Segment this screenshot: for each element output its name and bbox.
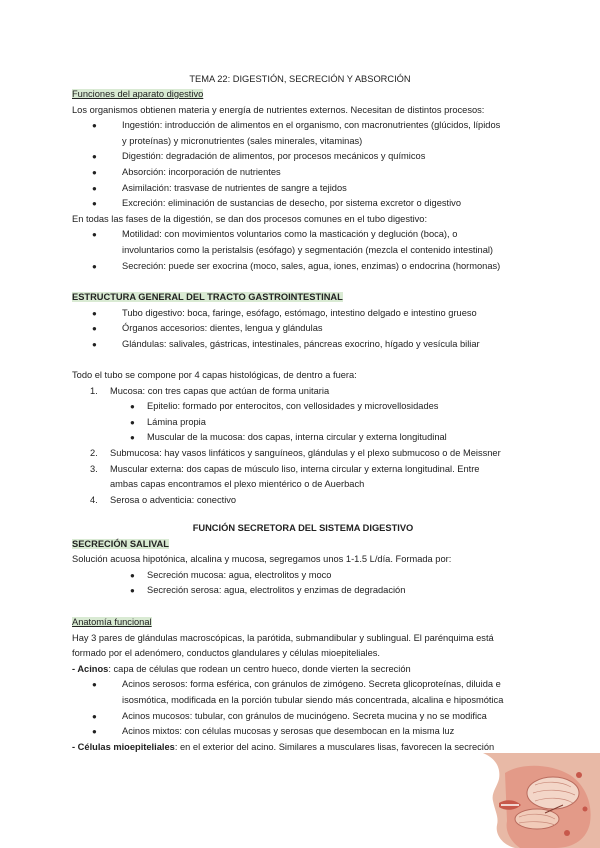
- list-item-text: ● Excreción: eliminación de sustancias de desecho, por sistema excretor o digestivo: [122, 198, 461, 209]
- list-item: [72, 118, 534, 149]
- list-item-text: ● Secreción: puede ser exocrina (moco, sales, agua, iones, enzimas) o endocrina (hormonas): [122, 260, 501, 271]
- list-item-text: ● Ingestión: introducción de alimentos en el organismo, con macronutrientes (glúcidos, lípidos: [122, 120, 501, 131]
- list-item: [72, 583, 534, 599]
- list-item-text: ● Lámina propia: [147, 416, 206, 427]
- list-item: [72, 306, 534, 322]
- list-item: [72, 165, 534, 181]
- list-item: [72, 149, 534, 165]
- section-funciones: [72, 87, 534, 274]
- section-estructura: [72, 290, 534, 352]
- definition-text: : en el exterior del acino. Similares a musculares lisas, favorecen la secreción: [174, 741, 495, 752]
- list-item-text: ● Órganos accesorios: dientes, lengua y glándulas: [122, 323, 323, 334]
- list-item: [72, 568, 534, 584]
- subsection-heading-salival: SECRECIÓN SALIVAL: [72, 538, 169, 549]
- list-item-text: involuntarios como la peristalsis (esófago) y segmentación (mezcla el contenido intestinal): [122, 244, 494, 255]
- paragraph: Hay 3 pares de glándulas macroscópicas, la parótida, submandibular y sublingual. El parénquima está: [72, 632, 494, 643]
- list-item: [72, 384, 534, 446]
- list-item-text: ● Acinos mixtos: con células mucosas y serosas que desembocan en la misma luz: [122, 726, 455, 737]
- list-item: [72, 321, 534, 337]
- section-capas: [72, 368, 534, 508]
- list-item: [72, 446, 534, 462]
- paragraph: formado por el adenómero, conductos glandulares y células mioepiteliales.: [72, 648, 381, 659]
- list-item: [72, 415, 534, 431]
- list-item-text: ● Tubo digestivo: boca, faringe, esófago, estómago, intestino delgado e intestino grueso: [122, 307, 477, 318]
- list-item-text: ● Acinos mucosos: tubular, con gránulos de mucinógeno. Secreta mucina y no se modifica: [122, 710, 487, 721]
- list-item-text: ● Muscular de la mucosa: dos capas, interna circular y externa longitudinal: [147, 432, 447, 443]
- list-item-text: ● Secreción mucosa: agua, electrolitos y moco: [147, 569, 332, 580]
- list-item-text: Submucosa: hay vasos linfáticos y sanguíneos, glándulas y el plexo submucoso o de Meissner: [110, 447, 501, 458]
- face-profile-image: [475, 753, 600, 848]
- list-item: [72, 709, 534, 725]
- section-heading-funciones: Funciones del aparato digestivo: [72, 89, 204, 99]
- list-number: 2.: [90, 447, 98, 458]
- bullet-list: [72, 306, 534, 353]
- list-item-text: ● Acinos serosos: forma esférica, con gránulos de zimógeno. Secreta glicoproteínas, diluida e: [122, 679, 501, 690]
- term-acinos: - Acinos: [72, 663, 109, 674]
- list-item-text: ● Secreción serosa: agua, electrolitos y enzimas de degradación: [147, 585, 406, 596]
- page-title: TEMA 22: DIGESTIÓN, SECRECIÓN Y ABSORCIÓN: [189, 74, 411, 84]
- numbered-list: [72, 384, 534, 509]
- bullet-list: [72, 118, 534, 212]
- list-item-text: ● Glándulas: salivales, gástricas, intestinales, páncreas exocrino, hígado y vesícula biliar: [122, 338, 480, 349]
- paragraph: En todas las fases de la digestión, se dan dos procesos comunes en el tubo digestivo:: [72, 213, 428, 224]
- list-item: [72, 196, 534, 212]
- list-item: [72, 399, 534, 415]
- section-anatomia: [72, 615, 534, 755]
- salivary-gland-illustration: [475, 753, 600, 848]
- list-item: [72, 493, 534, 509]
- paragraph-acinos: [72, 662, 534, 678]
- list-item: [72, 677, 534, 708]
- section-secretora: [72, 521, 534, 599]
- list-item-text: Mucosa: con tres capas que actúan de forma unitaria: [110, 385, 330, 396]
- bullet-list: [72, 227, 534, 274]
- list-item-text: isosmótica, modificada en la porción tubular siendo más concentrada, alcalina e hiposmótica: [122, 694, 504, 705]
- bullet-list: [72, 568, 534, 599]
- paragraph-mioepiteliales: [72, 740, 534, 756]
- list-item-text: ● Motilidad: con movimientos voluntarios como la masticación y deglución (boca), o: [122, 229, 458, 240]
- list-item-text: ● Digestión: degradación de alimentos, por procesos mecánicos y químicos: [122, 151, 426, 162]
- list-item-text: ● Epitelio: formado por enterocitos, con vellosidades y microvellosidades: [147, 401, 439, 412]
- sub-bullet-list: [72, 399, 534, 446]
- list-item-text: ambas capas encontramos el plexo mientérico o de Auerbach: [110, 479, 365, 490]
- list-number: 4.: [90, 494, 98, 505]
- list-item-text: ● Asimilación: trasvase de nutrientes de sangre a tejidos: [122, 182, 347, 193]
- list-item: [72, 259, 534, 275]
- section-heading-secretora: FUNCIÓN SECRETORA DEL SISTEMA DIGESTIVO: [192, 523, 414, 533]
- definition-text: : capa de células que rodean un centro hueco, donde vierten la secreción: [108, 663, 411, 674]
- list-number: 3.: [90, 463, 98, 474]
- list-item-text: Serosa o adventicia: conectivo: [110, 494, 237, 505]
- bullet-list: [72, 677, 534, 739]
- list-item-text: ● Absorción: incorporación de nutrientes: [122, 166, 281, 177]
- paragraph: Solución acuosa hipotónica, alcalina y mucosa, segregamos unos 1-1.5 L/día. Formada por:: [72, 554, 452, 565]
- paragraph: Los organismos obtienen materia y energía de nutrientes externos. Necesitan de distintos procesos:: [72, 104, 485, 115]
- section-heading-estructura: ESTRUCTURA GENERAL DEL TRACTO GASTROINTESTINAL: [72, 292, 343, 302]
- list-item: [72, 337, 534, 353]
- term-mioepiteliales: - Células mioepiteliales: [72, 741, 175, 752]
- paragraph: Todo el tubo se compone por 4 capas histológicas, de dentro a fuera:: [72, 370, 357, 380]
- list-item: [72, 181, 534, 197]
- list-item: [72, 724, 534, 740]
- list-item: [72, 227, 534, 258]
- list-item-text: Muscular externa: dos capas de músculo liso, interna circular y externa longitudinal. Entre: [110, 463, 480, 474]
- subsection-heading-anatomia: Anatomía funcional: [72, 617, 152, 627]
- list-item: [72, 430, 534, 446]
- list-number: 1.: [90, 385, 98, 396]
- list-item: [72, 462, 534, 493]
- list-item-text: y proteínas) y micronutrientes (sales minerales, vitaminas): [122, 135, 363, 146]
